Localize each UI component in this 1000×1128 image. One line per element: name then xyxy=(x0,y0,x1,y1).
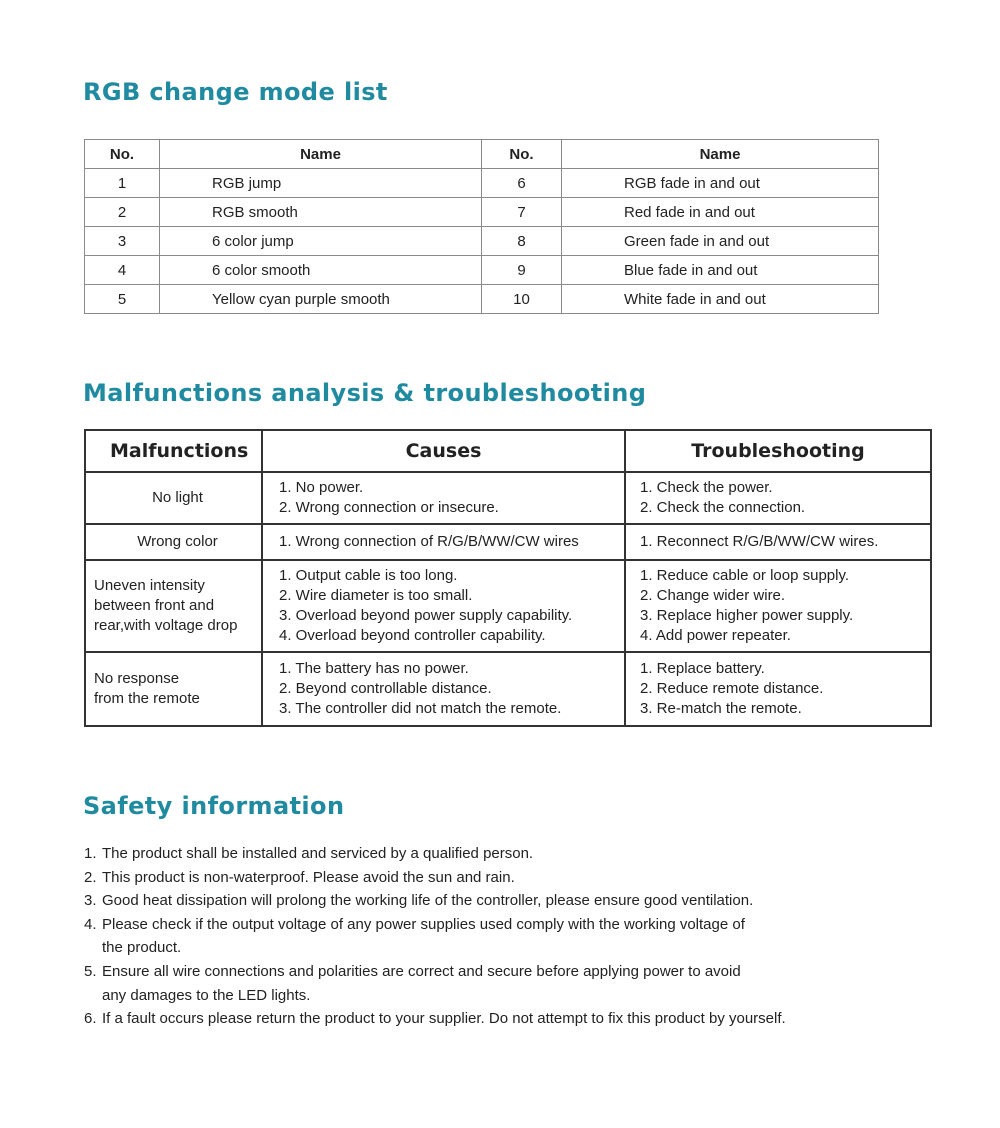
cell-line: 3. The controller did not match the remote. xyxy=(279,700,562,717)
safety-item-line: This product is non-waterproof. Please avoid the sun and rain. xyxy=(102,868,515,886)
mode-name-cell: Red fade in and out xyxy=(562,198,879,227)
mode-name-cell: 6 color jump xyxy=(160,227,482,256)
safety-item xyxy=(84,889,964,913)
column-header-name: Name xyxy=(562,140,879,169)
cell-line: from the remote xyxy=(94,690,200,707)
column-header-causes: Causes xyxy=(262,430,625,472)
cell-line: 1. Wrong connection of R/G/B/WW/CW wires xyxy=(279,533,579,550)
cell-line: 2. Reduce remote distance. xyxy=(640,680,824,697)
causes-cell xyxy=(262,472,625,524)
cell-line: 3. Overload beyond power supply capability. xyxy=(279,607,573,624)
safety-item xyxy=(84,960,964,1007)
mode-number-cell: 2 xyxy=(85,198,160,227)
mode-number-cell: 7 xyxy=(482,198,562,227)
mode-number-cell: 3 xyxy=(85,227,160,256)
safety-item-text xyxy=(102,913,964,960)
causes-cell xyxy=(262,652,625,726)
safety-item xyxy=(84,1007,964,1031)
causes-cell xyxy=(262,560,625,652)
table-row xyxy=(85,227,879,256)
safety-item xyxy=(84,866,964,890)
mode-number-cell: 10 xyxy=(482,285,562,314)
cell-line: between front and xyxy=(94,597,215,614)
safety-item-number: 5. xyxy=(84,962,97,980)
rgb-mode-table xyxy=(84,139,879,314)
cell-line: 1. Reconnect R/G/B/WW/CW wires. xyxy=(640,533,879,550)
cell-line: Uneven intensity xyxy=(94,577,205,594)
safety-item-text xyxy=(102,889,964,913)
table-row xyxy=(85,652,931,726)
rgb-mode-list-title: RGB change mode list xyxy=(83,78,388,106)
cell-line: 2. Wrong connection or insecure. xyxy=(279,499,499,516)
safety-item-line: If a fault occurs please return the product to your supplier. Do not attempt to fix this product by yourself. xyxy=(102,1010,786,1028)
safety-item-text xyxy=(102,866,964,890)
mode-number-cell: 9 xyxy=(482,256,562,285)
mode-number-cell: 1 xyxy=(85,169,160,198)
cell-line: 3. Replace higher power supply. xyxy=(640,607,854,624)
table-row xyxy=(85,198,879,227)
safety-item-number: 6. xyxy=(84,1010,97,1028)
safety-item-line: Good heat dissipation will prolong the working life of the controller, please ensure good ventilation. xyxy=(102,892,754,910)
safety-item-text xyxy=(102,842,964,866)
safety-item-line: the product. xyxy=(102,939,182,957)
column-header-no: No. xyxy=(85,140,160,169)
troubleshooting-title: Malfunctions analysis & troubleshooting xyxy=(83,379,647,407)
safety-title: Safety information xyxy=(83,792,345,820)
cell-line: 1. Check the power. xyxy=(640,479,773,496)
mode-number-cell: 8 xyxy=(482,227,562,256)
cell-line: 1. The battery has no power. xyxy=(279,660,469,677)
cell-line: 3. Re-match the remote. xyxy=(640,700,802,717)
cell-line: No response xyxy=(94,670,180,687)
safety-item-text xyxy=(102,1007,964,1031)
cell-line: 2. Beyond controllable distance. xyxy=(279,680,492,697)
table-row xyxy=(85,169,879,198)
mode-name-cell: RGB jump xyxy=(160,169,482,198)
table-header-row xyxy=(85,430,931,472)
cell-line: 1. Replace battery. xyxy=(640,660,765,677)
safety-item-line: any damages to the LED lights. xyxy=(102,986,311,1004)
table-row xyxy=(85,524,931,560)
safety-item-line: Ensure all wire connections and polarities are correct and secure before applying power to avoid xyxy=(102,962,741,980)
malfunction-cell xyxy=(85,652,262,726)
troubleshooting-cell xyxy=(625,472,931,524)
cell-line: 2. Check the connection. xyxy=(640,499,806,516)
table-header-row xyxy=(85,140,879,169)
troubleshooting-cell xyxy=(625,524,931,560)
mode-number-cell: 4 xyxy=(85,256,160,285)
cell-line: No light xyxy=(152,489,203,506)
safety-item-line: Please check if the output voltage of any power supplies used comply with the working voltage of xyxy=(102,915,745,933)
column-header-name: Name xyxy=(160,140,482,169)
safety-item xyxy=(84,842,964,866)
column-header-troubleshooting: Troubleshooting xyxy=(625,430,931,472)
safety-item-line: The product shall be installed and serviced by a qualified person. xyxy=(102,845,534,862)
mode-number-cell: 6 xyxy=(482,169,562,198)
safety-item xyxy=(84,913,964,960)
cell-line: rear,with voltage drop xyxy=(94,617,238,634)
mode-name-cell: Yellow cyan purple smooth xyxy=(160,285,482,314)
cell-line: 4. Overload beyond controller capability. xyxy=(279,627,546,644)
troubleshooting-cell xyxy=(625,560,931,652)
safety-item-number: 4. xyxy=(84,915,97,933)
cell-line: 1. Reduce cable or loop supply. xyxy=(640,567,850,584)
malfunction-cell xyxy=(85,560,262,652)
column-header-no: No. xyxy=(482,140,562,169)
causes-cell xyxy=(262,524,625,560)
malfunction-cell xyxy=(85,524,262,560)
table-row xyxy=(85,285,879,314)
cell-line: 1. Output cable is too long. xyxy=(279,567,458,584)
cell-line: 2. Wire diameter is too small. xyxy=(279,587,473,604)
safety-item-text xyxy=(102,960,964,1007)
troubleshooting-table xyxy=(84,429,932,727)
mode-name-cell: Blue fade in and out xyxy=(562,256,879,285)
safety-item-number: 3. xyxy=(84,892,97,910)
mode-number-cell: 5 xyxy=(85,285,160,314)
mode-name-cell: White fade in and out xyxy=(562,285,879,314)
cell-line: 1. No power. xyxy=(279,479,364,496)
safety-item-number: 2. xyxy=(84,868,97,886)
troubleshooting-cell xyxy=(625,652,931,726)
mode-name-cell: 6 color smooth xyxy=(160,256,482,285)
column-header-malfunctions: Malfunctions xyxy=(85,430,262,472)
cell-line: Wrong color xyxy=(137,533,218,550)
cell-line: 2. Change wider wire. xyxy=(640,587,786,604)
mode-name-cell: RGB fade in and out xyxy=(562,169,879,198)
table-row xyxy=(85,472,931,524)
cell-line: 4. Add power repeater. xyxy=(640,627,791,644)
table-row xyxy=(85,256,879,285)
mode-name-cell: Green fade in and out xyxy=(562,227,879,256)
safety-list xyxy=(84,842,964,1031)
mode-name-cell: RGB smooth xyxy=(160,198,482,227)
safety-item-number: 1. xyxy=(84,845,97,862)
malfunction-cell xyxy=(85,472,262,524)
table-row xyxy=(85,560,931,652)
